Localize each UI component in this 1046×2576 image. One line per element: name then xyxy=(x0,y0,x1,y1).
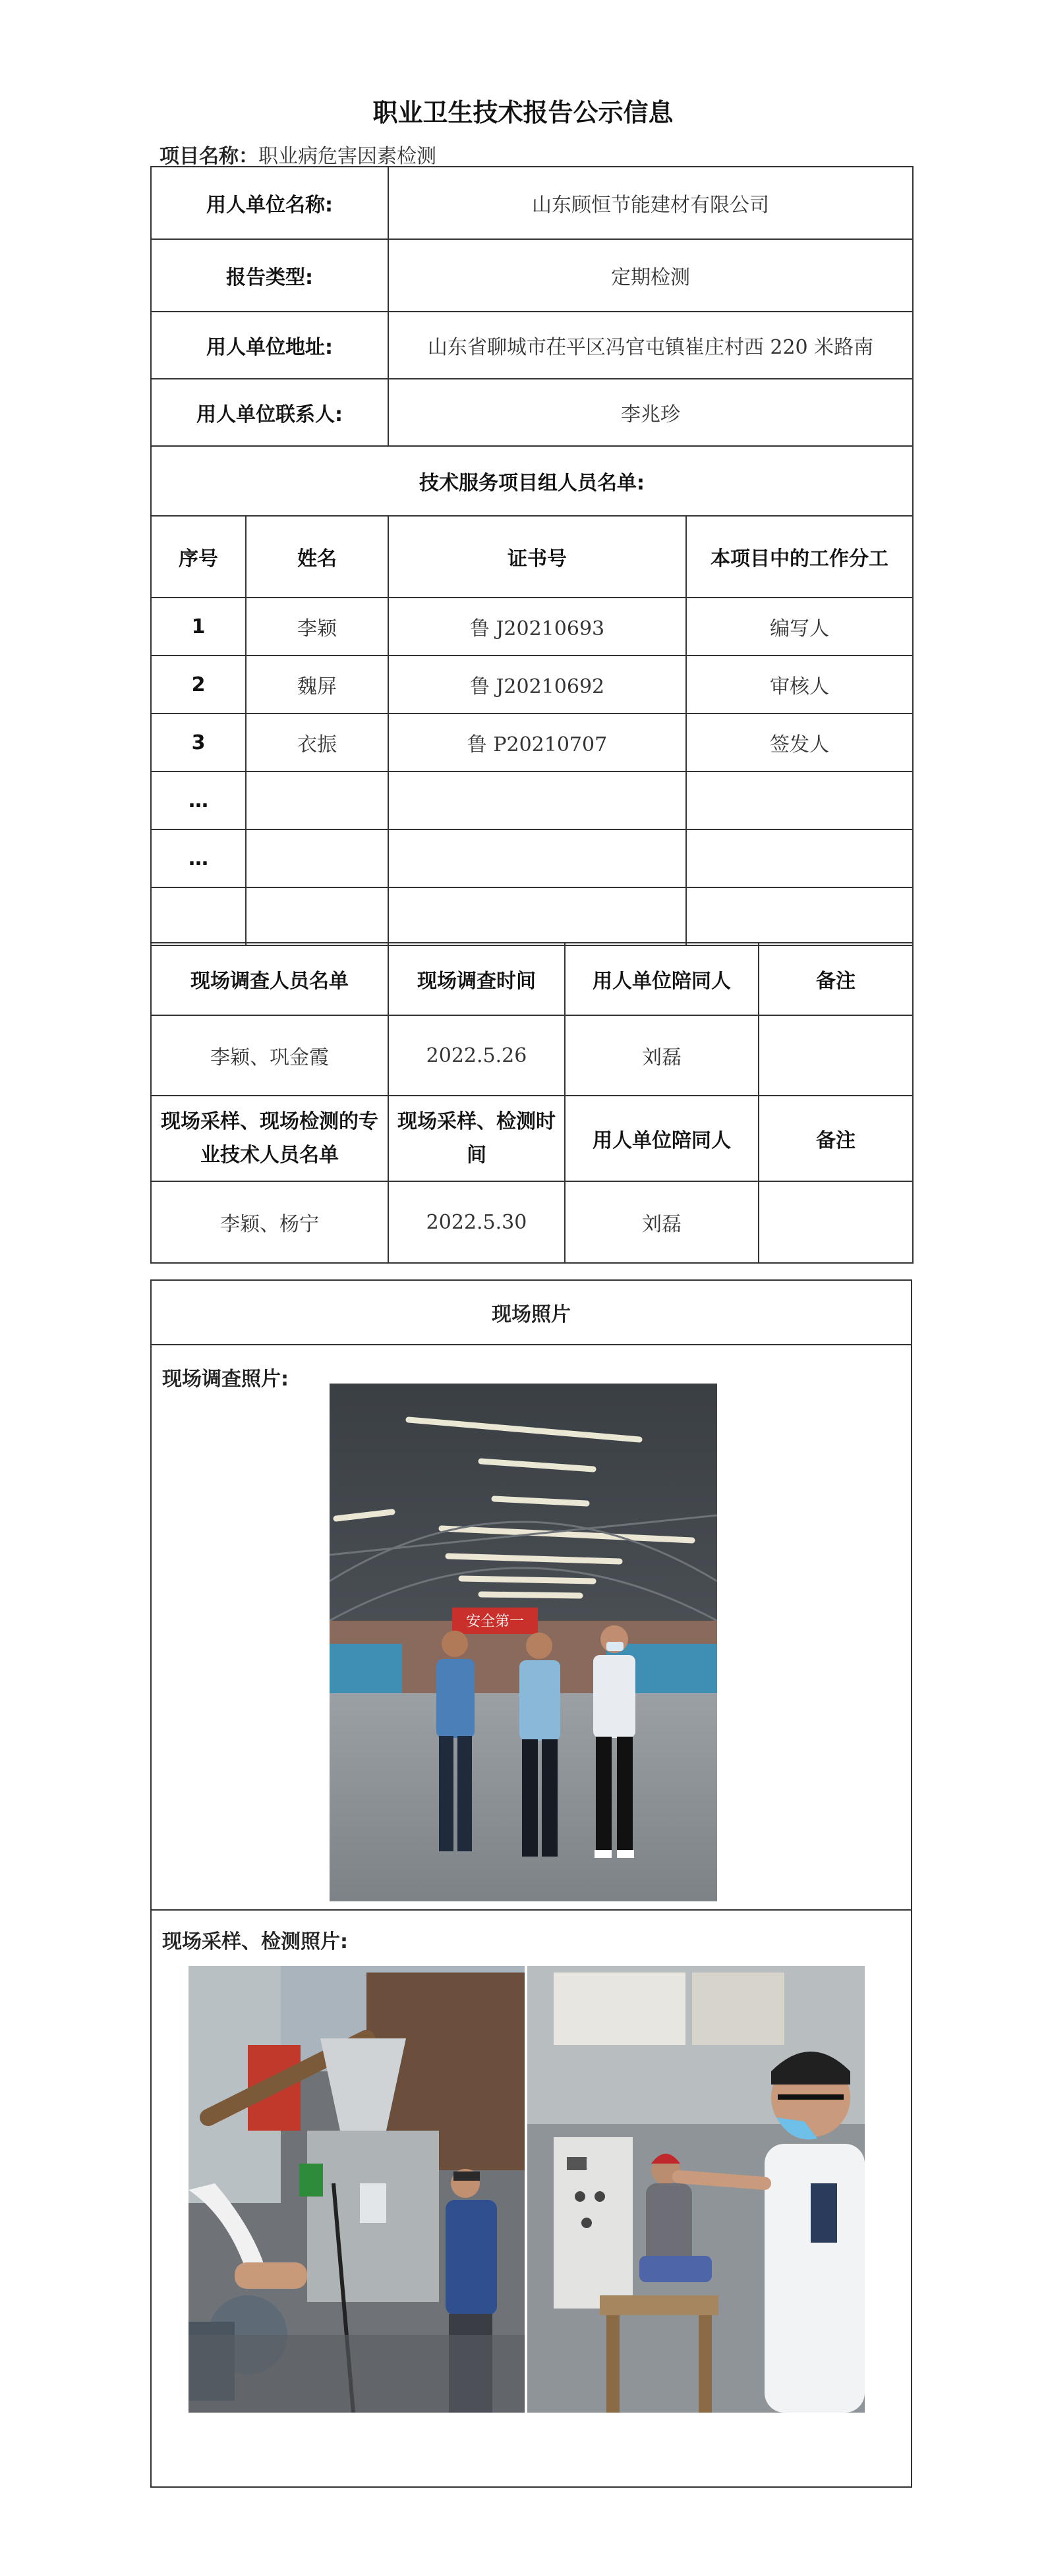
sampling-escort: 刘磊 xyxy=(565,1181,759,1263)
team-header-index: 序号 xyxy=(151,516,246,598)
survey-escort: 刘磊 xyxy=(565,1015,759,1096)
address-value: 山东省聊城市茌平区冯官屯镇崔庄村西 220 米路南 xyxy=(388,312,913,379)
survey-header-time: 现场调查时间 xyxy=(388,943,565,1015)
team-cell-name xyxy=(246,771,388,829)
team-row xyxy=(151,656,913,714)
employer-value: 山东顾恒节能建材有限公司 xyxy=(388,167,913,239)
survey-remarks xyxy=(759,1015,913,1096)
sampling-remarks xyxy=(759,1181,913,1263)
team-cell-index: 3 xyxy=(151,714,246,771)
photos-section xyxy=(150,1279,912,2488)
team-cell-name: 魏屏 xyxy=(246,656,388,714)
sampling-photo-machinery xyxy=(189,1966,525,2413)
employer-label: 用人单位名称: xyxy=(151,167,388,239)
project-value: 职业病危害因素检测 xyxy=(258,145,436,168)
team-cell-index: 2 xyxy=(151,656,246,714)
team-cell-name xyxy=(246,829,388,887)
team-cell-index: … xyxy=(151,771,246,829)
team-cell-name: 李颖 xyxy=(246,598,388,656)
team-cell-index: 1 xyxy=(151,598,246,656)
team-cell-role: 编写人 xyxy=(686,598,913,656)
sampling-header-escort: 用人单位陪同人 xyxy=(565,1096,759,1181)
report-type-label: 报告类型: xyxy=(151,239,388,312)
team-cell-name: 衣振 xyxy=(246,714,388,771)
sampling-photo-label: 现场采样、检测照片: xyxy=(162,1930,348,1953)
team-row xyxy=(151,771,913,829)
fieldwork-table xyxy=(150,942,914,1264)
survey-photo xyxy=(330,1384,717,1901)
sampling-header-time: 现场采样、检测时间 xyxy=(388,1096,565,1181)
team-cell-index: … xyxy=(151,829,246,887)
sampling-header-remarks: 备注 xyxy=(759,1096,913,1181)
survey-header-escort: 用人单位陪同人 xyxy=(565,943,759,1015)
team-cell-index xyxy=(151,887,246,945)
team-cell-role: 审核人 xyxy=(686,656,913,714)
team-cell-certificate: 鲁 P20210707 xyxy=(388,714,686,771)
team-row xyxy=(151,829,913,887)
report-type-value: 定期检测 xyxy=(388,239,913,312)
team-cell-role xyxy=(686,829,913,887)
survey-header-remarks: 备注 xyxy=(759,943,913,1015)
survey-photo-label: 现场调查照片: xyxy=(162,1368,289,1391)
project-label: 项目名称： xyxy=(160,145,258,168)
contact-value: 李兆珍 xyxy=(388,379,913,446)
team-cell-role: 签发人 xyxy=(686,714,913,771)
team-cell-name xyxy=(246,887,388,945)
team-cell-certificate xyxy=(388,771,686,829)
team-cell-certificate xyxy=(388,829,686,887)
team-header-role: 本项目中的工作分工 xyxy=(686,516,913,598)
survey-header-staff: 现场调查人员名单 xyxy=(151,943,388,1015)
survey-staff: 李颖、巩金霞 xyxy=(151,1015,388,1096)
safety-banner-text: 安全第一 xyxy=(465,1613,525,1630)
sampling-time: 2022.5.30 xyxy=(388,1181,565,1263)
team-cell-role xyxy=(686,771,913,829)
team-row xyxy=(151,714,913,771)
team-cell-certificate xyxy=(388,887,686,945)
survey-time: 2022.5.26 xyxy=(388,1015,565,1096)
photos-heading: 现场照片 xyxy=(152,1281,911,1345)
team-cell-role xyxy=(686,887,913,945)
team-heading: 技术服务项目组人员名单: xyxy=(151,446,913,516)
team-row xyxy=(151,598,913,656)
sampling-header-staff: 现场采样、现场检测的专业技术人员名单 xyxy=(151,1096,388,1181)
team-cell-certificate: 鲁 J20210692 xyxy=(388,656,686,714)
team-header-name: 姓名 xyxy=(246,516,388,598)
sampling-staff: 李颖、杨宁 xyxy=(151,1181,388,1263)
team-row xyxy=(151,887,913,945)
team-header-certificate: 证书号 xyxy=(388,516,686,598)
report-info-table xyxy=(150,166,914,946)
contact-label: 用人单位联系人: xyxy=(151,379,388,446)
address-label: 用人单位地址: xyxy=(151,312,388,379)
sampling-photo-panel xyxy=(527,1966,865,2413)
page-title: 职业卫生技术报告公示信息 xyxy=(372,98,674,127)
project-line xyxy=(160,140,436,169)
team-cell-certificate: 鲁 J20210693 xyxy=(388,598,686,656)
